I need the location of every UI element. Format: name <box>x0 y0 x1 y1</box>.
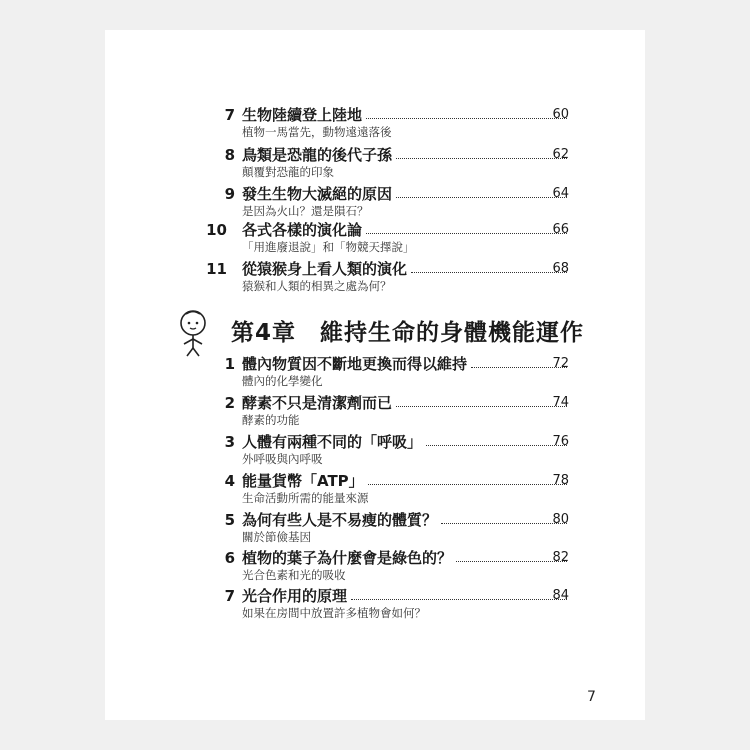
entry-title-line <box>242 220 569 240</box>
entry-title-line <box>242 354 569 374</box>
leader-dots <box>368 484 567 485</box>
entry-subtitle: 體內的化學變化 <box>242 374 323 388</box>
entry-number: 6 <box>224 549 235 567</box>
entry-subtitle: 外呼吸與內呼吸 <box>242 452 323 466</box>
toc-entry <box>105 354 645 390</box>
entry-page-number: 64 <box>552 186 569 201</box>
page-folio: 7 <box>587 689 596 705</box>
entry-page-number: 66 <box>552 222 569 237</box>
entry-title: 發生生物大滅絕的原因 <box>242 185 393 203</box>
toc-entry <box>105 432 645 468</box>
entry-page-number: 62 <box>552 147 569 162</box>
entry-subtitle: 關於節儉基因 <box>242 530 311 544</box>
entry-page-number: 74 <box>552 395 569 410</box>
entry-page-number: 76 <box>552 434 569 449</box>
entry-title: 植物的葉子為什麼會是綠色的？ <box>242 549 453 567</box>
entry-page-number: 82 <box>552 550 569 565</box>
entry-number: 7 <box>224 587 235 605</box>
entry-subtitle: 生命活動所需的能量來源 <box>242 491 369 505</box>
entry-title: 生物陸續登上陸地 <box>242 106 363 124</box>
chapter-title: 第4章 維持生命的身體機能運作 <box>231 320 585 346</box>
entry-number: 11 <box>206 260 227 278</box>
entry-number: 2 <box>224 394 235 412</box>
toc-entry <box>105 184 645 220</box>
entry-title-line <box>242 259 569 279</box>
entry-page-number: 78 <box>552 473 569 488</box>
entry-page-number: 84 <box>552 588 569 603</box>
entry-page-number: 68 <box>552 261 569 276</box>
leader-dots <box>366 118 567 119</box>
entry-title: 人體有兩種不同的「呼吸」 <box>242 433 423 451</box>
toc-entry <box>105 145 645 181</box>
leader-dots <box>366 233 567 234</box>
entry-title-line <box>242 184 569 204</box>
toc-entry <box>105 510 645 546</box>
chapter-heading <box>105 312 645 352</box>
entry-title-line <box>242 432 569 452</box>
entry-subtitle: 如果在房間中放置許多植物會如何？ <box>242 606 426 620</box>
entry-title-line <box>242 105 569 125</box>
entry-number: 4 <box>224 472 235 490</box>
entry-title: 光合作用的原理 <box>242 587 348 605</box>
toc-entry <box>105 586 645 622</box>
entry-title: 體內物質因不斷地更換而得以維持 <box>242 355 468 373</box>
entry-number: 10 <box>206 221 227 239</box>
entry-number: 9 <box>224 185 235 203</box>
toc-entry <box>105 393 645 429</box>
entry-title: 鳥類是恐龍的後代子孫 <box>242 146 393 164</box>
entry-title-line <box>242 471 569 491</box>
entry-title: 各式各樣的演化論 <box>242 221 363 239</box>
entry-title: 能量貨幣「ATP」 <box>242 472 364 490</box>
entry-subtitle: 是因為火山？還是隕石？ <box>242 204 369 218</box>
entry-title-line <box>242 145 569 165</box>
entry-subtitle: 酵素的功能 <box>242 413 300 427</box>
entry-number: 1 <box>224 355 235 373</box>
entry-number: 7 <box>224 106 235 124</box>
entry-subtitle: 光合色素和光的吸收 <box>242 568 346 582</box>
toc-sheet <box>105 30 645 720</box>
toc-entry <box>105 471 645 507</box>
toc-entry <box>105 220 645 256</box>
entry-title-line <box>242 586 569 606</box>
leader-dots <box>351 599 567 600</box>
entry-subtitle: 顛覆對恐龍的印象 <box>242 165 334 179</box>
entry-title: 為何有些人是不易瘦的體質？ <box>242 511 438 529</box>
entry-subtitle: 「用進廢退說」和「物競天擇說」 <box>242 240 415 254</box>
entry-subtitle: 猿猴和人類的相異之處為何？ <box>242 279 392 293</box>
entry-number: 8 <box>224 146 235 164</box>
entry-title: 從猿猴身上看人類的演化 <box>242 260 408 278</box>
entry-title-line <box>242 548 569 568</box>
entry-title-line <box>242 510 569 530</box>
toc-entry <box>105 105 645 141</box>
entry-page-number: 60 <box>552 107 569 122</box>
entry-number: 5 <box>224 511 235 529</box>
entry-subtitle: 植物一馬當先，動物遠遠落後 <box>242 125 392 139</box>
toc-entry <box>105 548 645 584</box>
entry-number: 3 <box>224 433 235 451</box>
entry-page-number: 72 <box>552 356 569 371</box>
entry-title: 酵素不只是清潔劑而已 <box>242 394 393 412</box>
toc-entry <box>105 259 645 295</box>
entry-title-line <box>242 393 569 413</box>
entry-page-number: 80 <box>552 512 569 527</box>
